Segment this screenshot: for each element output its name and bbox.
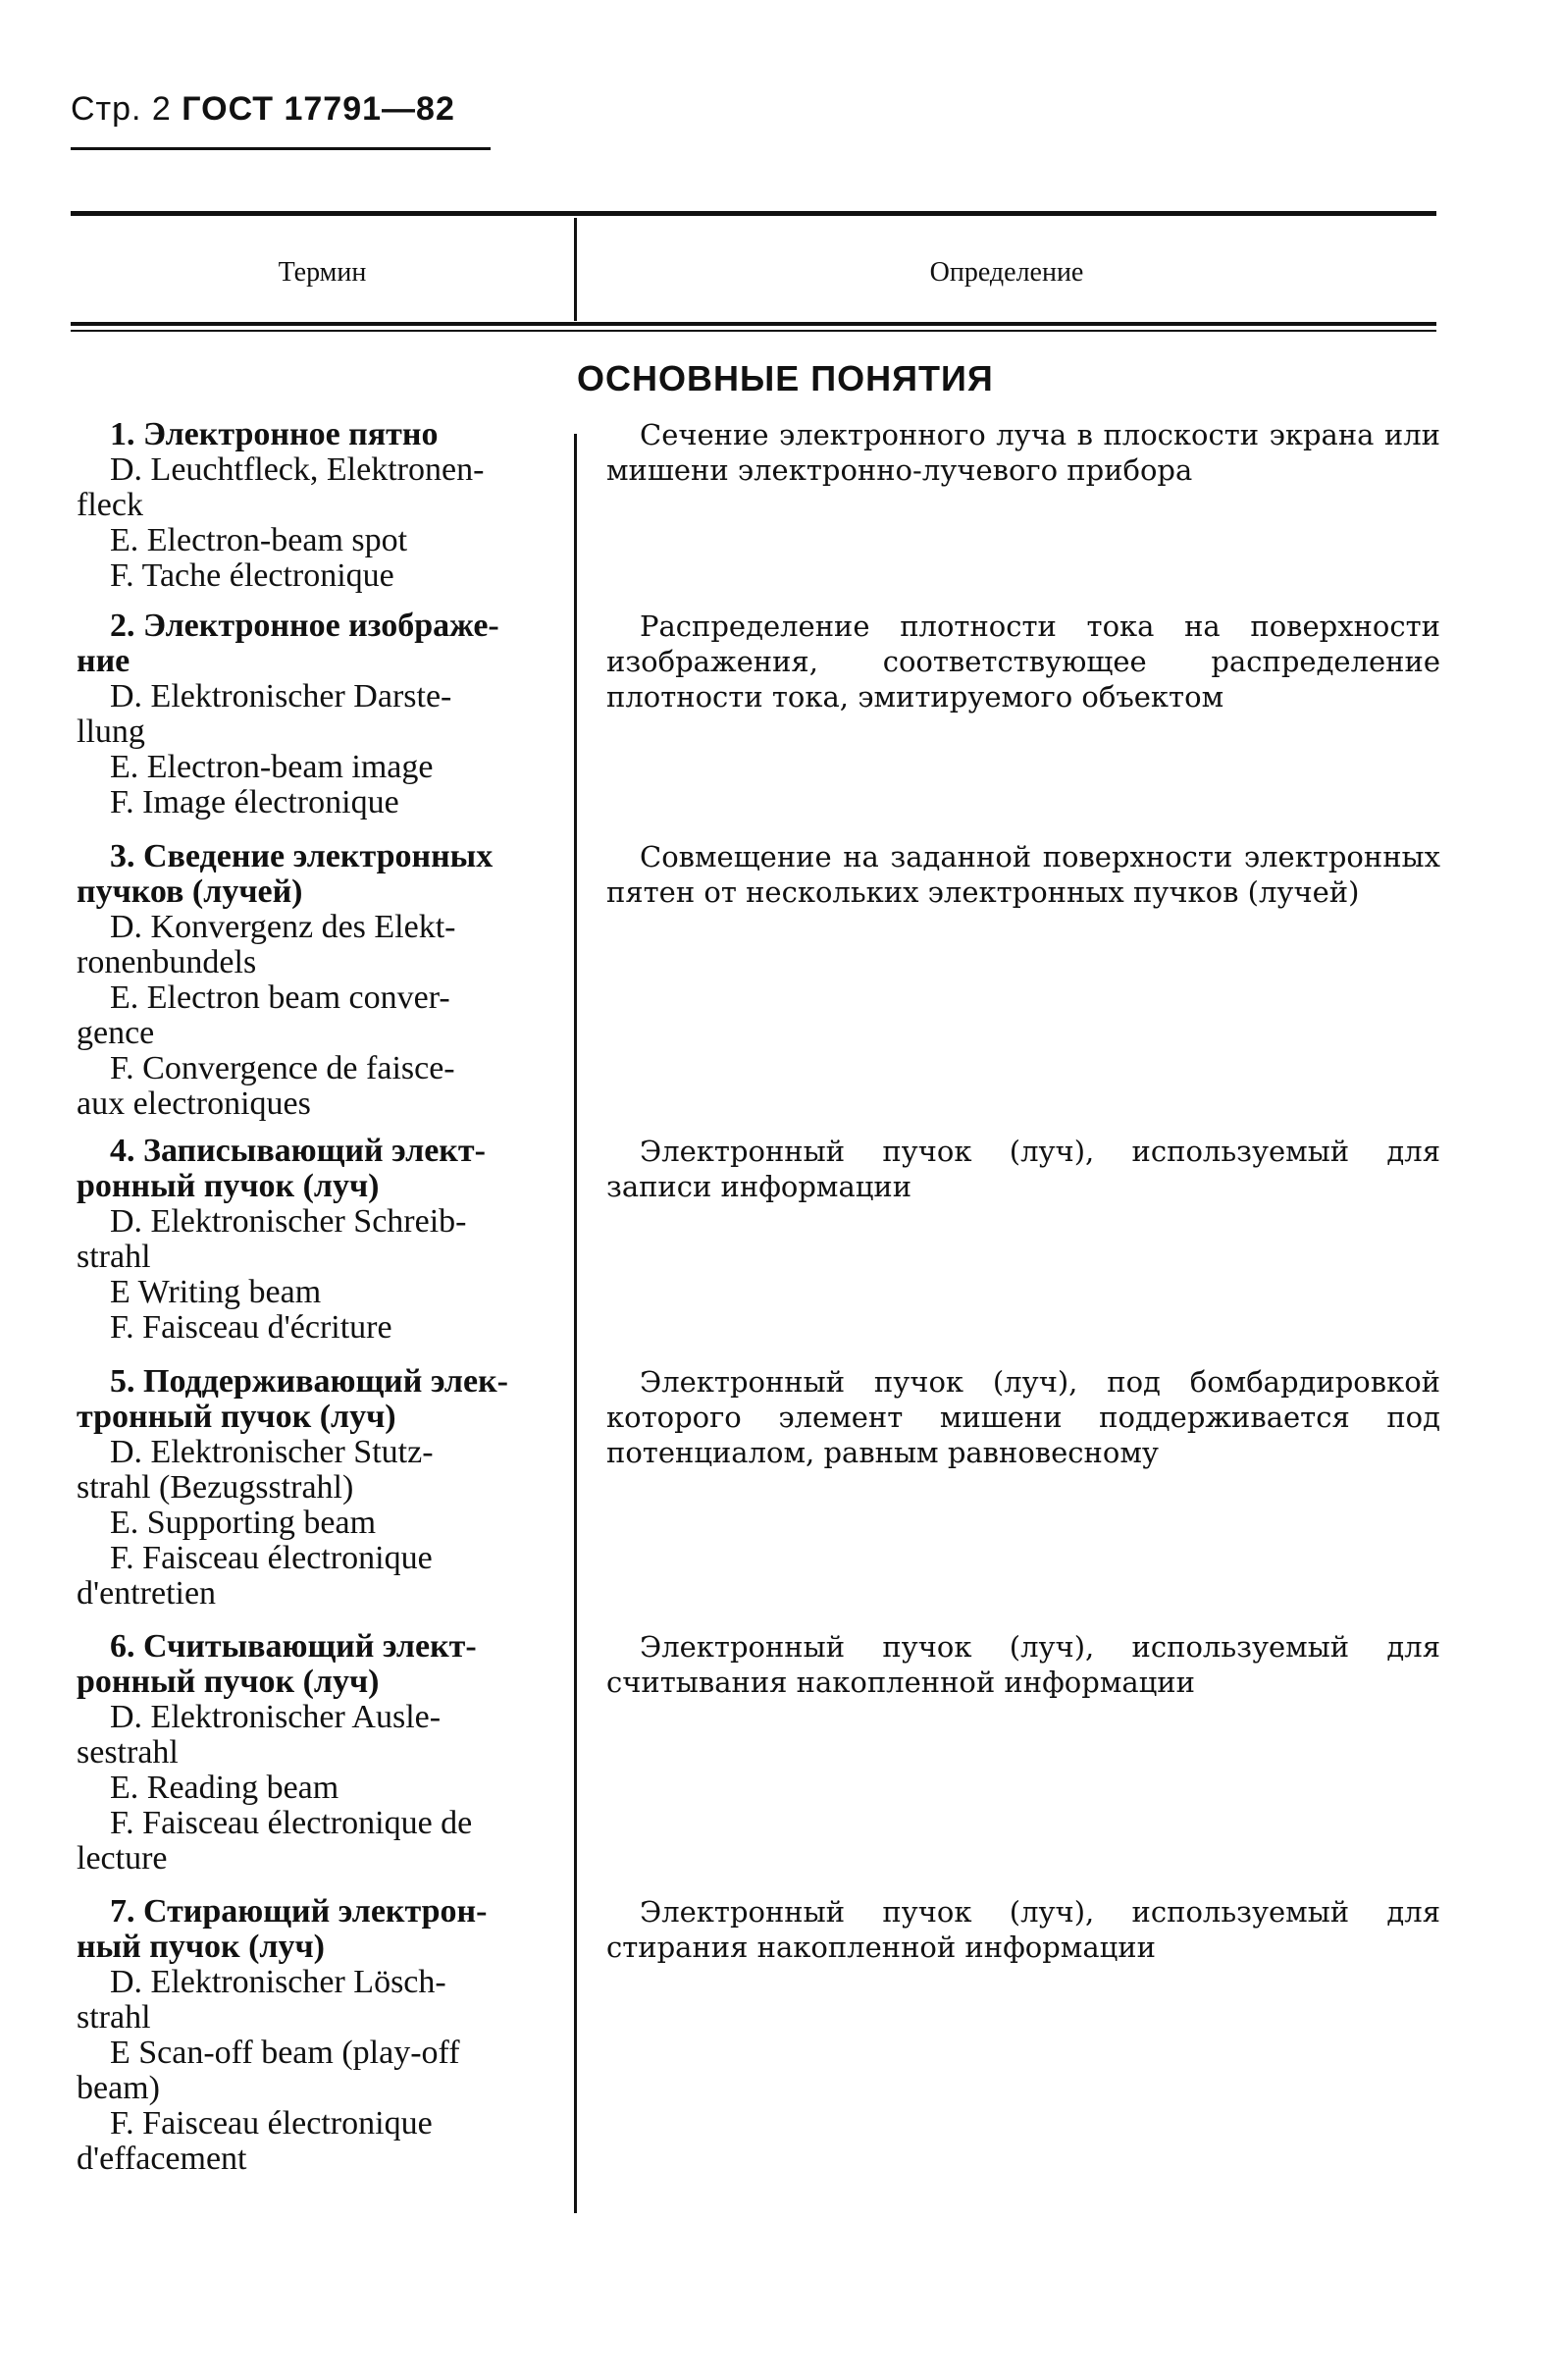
term-block <box>77 608 547 820</box>
term-translation: E. Electron beam conver- <box>110 979 450 1016</box>
term-definition: Электронный пучок (луч), под бомбардировкой которого элемент мишени поддерживается под потенциалом, равным равновесному <box>606 1365 1440 1469</box>
term-name: ронный пучок (луч) <box>77 1168 380 1204</box>
term-translation: E. Electron-beam spot <box>110 522 408 558</box>
term-translation: D. Elektronischer Lösch- <box>110 1964 446 2000</box>
term-translation: strahl <box>77 1239 151 1275</box>
term-translation: F. Faisceau électronique de <box>110 1805 473 1841</box>
term-translation: D. Elektronischer Stutz- <box>110 1434 434 1470</box>
term-translation: E. Electron-beam image <box>110 749 434 785</box>
term-name: 4. Записывающий элект- <box>110 1133 486 1169</box>
term-translation: F. Tache électronique <box>110 557 394 594</box>
term-name: ный пучок (луч) <box>77 1929 325 1965</box>
term-translation: aux electroniques <box>77 1085 311 1122</box>
term-name: 3. Сведение электронных <box>110 838 494 874</box>
term-definition: Электронный пучок (луч), используемый для стирания накопленной информации <box>606 1895 1440 1964</box>
term-translation: D. Elektronischer Ausle- <box>110 1699 442 1735</box>
term-translation: F. Convergence de faisce- <box>110 1050 455 1086</box>
term-translation: D. Elektronischer Darste- <box>110 678 452 714</box>
term-translation: E. Reading beam <box>110 1770 339 1806</box>
term-name: 2. Электронное изображе- <box>110 608 499 644</box>
term-definition: Электронный пучок (луч), используемый для считывания накопленной информации <box>606 1630 1440 1699</box>
section-title: ОСНОВНЫЕ ПОНЯТИЯ <box>577 358 994 398</box>
column-header-term: Термин <box>278 257 367 288</box>
header-rule <box>71 147 491 150</box>
term-translation: strahl (Bezugsstrahl) <box>77 1469 354 1506</box>
term-block <box>77 417 547 594</box>
term-translation: lecture <box>77 1840 168 1877</box>
term-name: ронный пучок (луч) <box>77 1664 380 1700</box>
page-header <box>71 90 455 129</box>
term-translation: E. Supporting beam <box>110 1505 377 1541</box>
term-translation: beam) <box>77 2070 160 2106</box>
term-block <box>77 1364 547 1612</box>
term-translation: F. Faisceau électronique <box>110 2105 433 2142</box>
term-translation: E Scan-off beam (play-off <box>110 2035 460 2071</box>
term-definition: Совмещение на заданной поверхности электронных пятен от нескольких электронных пучков (лучей) <box>606 840 1440 909</box>
term-translation: F. Faisceau électronique <box>110 1540 433 1576</box>
term-translation: D. Konvergenz des Elekt- <box>110 909 456 945</box>
term-translation: E Writing beam <box>110 1274 322 1310</box>
term-translation: d'effacement <box>77 2141 247 2177</box>
term-name: 6. Считывающий элект- <box>110 1628 477 1665</box>
term-name: тронный пучок (луч) <box>77 1399 396 1435</box>
column-divider-body <box>574 434 577 2213</box>
term-block <box>77 839 547 1122</box>
page-number: Стр. 2 <box>71 90 172 128</box>
standard-code: ГОСТ 17791—82 <box>182 90 455 128</box>
term-block <box>77 1629 547 1877</box>
term-translation: strahl <box>77 1999 151 2036</box>
term-translation: llung <box>77 714 145 750</box>
term-name: пучков (лучей) <box>77 873 303 910</box>
table-head-rule <box>71 322 1436 326</box>
term-translation: fleck <box>77 487 143 523</box>
term-translation: D. Leuchtfleck, Elektronen- <box>110 451 485 488</box>
term-translation: F. Image électronique <box>110 784 399 820</box>
term-translation: d'entretien <box>77 1575 217 1612</box>
term-name: ние <box>77 643 130 679</box>
term-block <box>77 1894 547 2177</box>
term-block <box>77 1134 547 1346</box>
term-name: 1. Электронное пятно <box>110 416 439 452</box>
term-name: 5. Поддерживающий элек- <box>110 1363 508 1400</box>
term-translation: D. Elektronischer Schreib- <box>110 1203 467 1240</box>
column-header-definition: Определение <box>929 257 1084 288</box>
term-name: 7. Стирающий электрон- <box>110 1893 488 1930</box>
term-translation: sestrahl <box>77 1734 179 1771</box>
table-top-rule <box>71 211 1436 216</box>
term-definition: Электронный пучок (луч), используемый для записи информации <box>606 1135 1440 1203</box>
term-translation: gence <box>77 1015 155 1051</box>
term-definition: Сечение электронного луча в плоскости экрана или мишени электронно-лучевого прибора <box>606 418 1440 487</box>
term-translation: F. Faisceau d'écriture <box>110 1309 392 1346</box>
term-translation: ronenbundels <box>77 944 257 980</box>
table-head-rule-thin <box>71 330 1436 332</box>
term-definition: Распределение плотности тока на поверхности изображения, соответствующее распределение плотности тока, эмитируемого объектом <box>606 609 1440 714</box>
